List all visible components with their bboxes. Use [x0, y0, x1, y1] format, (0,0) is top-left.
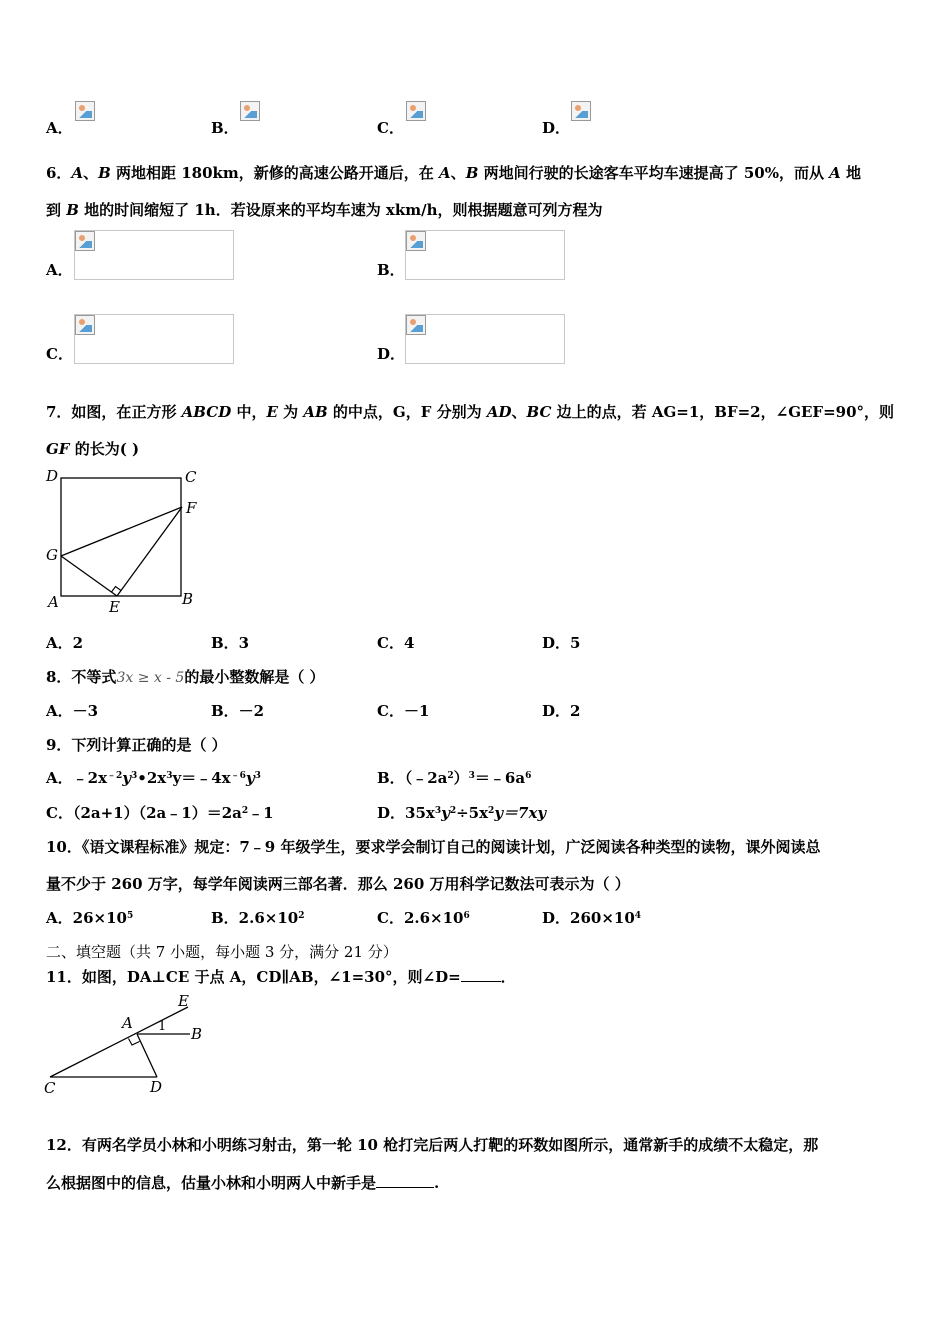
- label-e: E: [109, 598, 120, 616]
- q7-option-a: A．2: [46, 634, 84, 652]
- q7-option-d: D．5: [542, 634, 581, 652]
- label-a: A: [122, 1014, 133, 1032]
- q9-option-b: B．$(﹣2a^2)^3=﹣6a^6$: [377, 769, 532, 787]
- q9-option-c: C．$(2a+1)(2a﹣1)=2a^2﹣1$: [46, 804, 274, 822]
- label-a: A: [48, 593, 59, 611]
- segment-ge: [61, 556, 117, 596]
- q6-option-c-image: [74, 314, 234, 364]
- label-angle-1: 1: [158, 1019, 167, 1034]
- q8-option-d: D．2: [542, 702, 581, 720]
- q9-option-d: D．$35x^3y^2\div 5x^2y=7xy$: [377, 804, 547, 822]
- q6-stem-line2: 到 B 地的时间缩短了 1h．若设原来的平均车速为 xkm/h，则根据题意可列方程为: [46, 201, 603, 219]
- q8-stem: 8．不等式3x ≥ x - 5的最小整数解是（ ）: [46, 668, 325, 686]
- q10-option-d: D．$260\times 10^4$: [542, 909, 642, 927]
- q5-option-a: A．: [46, 119, 73, 137]
- broken-image-icon: [75, 231, 95, 251]
- q6-option-d: D．: [377, 345, 406, 363]
- broken-image-icon: [406, 231, 426, 251]
- q5-option-b: B．: [211, 119, 239, 137]
- broken-image-icon: [406, 315, 426, 335]
- broken-image-icon: [75, 101, 95, 121]
- broken-image-icon: [406, 101, 426, 121]
- q9-option-a: A．$﹣2x^{﹣2}y^3•2x^3y=﹣4x^{﹣6}y^3$: [46, 769, 261, 787]
- q5-option-c: C．: [377, 119, 404, 137]
- q7-stem-line1: 7．如图，在正方形 ABCD 中，E 为 AB 的中点，G，F 分别为 AD、BC 边上的点，若 AG=1，BF=2，∠GEF=90°，则: [46, 403, 895, 421]
- q7-square-figure: [40, 462, 210, 622]
- q6-option-a: A．: [46, 261, 73, 279]
- label-c: C: [44, 1079, 56, 1097]
- q8-formula: 3x ≥ x - 5: [116, 670, 185, 686]
- label-d: D: [150, 1078, 163, 1096]
- q6-option-a-image: [74, 230, 234, 280]
- label-b: B: [182, 590, 194, 608]
- q12-stem-line2: 么根据图中的信息，估量小林和小明两人中新手是 .: [46, 1174, 440, 1192]
- q12-stem-line1: 12．有两名学员小林和小明练习射击，第一轮 10 枪打完后两人打靶的环数如图所示，通常新手的成绩不太稳定，那: [46, 1136, 819, 1154]
- q6-stem-line1: 6．A、B 两地相距 180km，新修的高速公路开通后，在 A、B 两地间行驶的长途客车平均车速提高了 50%，而从 A 地: [46, 164, 862, 182]
- label-b: B: [191, 1025, 203, 1043]
- right-angle-mark: [112, 587, 122, 593]
- q8-option-b: B．－2: [211, 702, 265, 720]
- label-f: F: [186, 499, 197, 517]
- right-angle-mark: [129, 1039, 140, 1046]
- q7-option-c: C．4: [377, 634, 415, 652]
- q5-option-d: D．: [542, 119, 571, 137]
- q6-option-b: B．: [377, 261, 405, 279]
- q9-stem: 9．下列计算正确的是（ ）: [46, 736, 227, 754]
- q11-figure: [40, 990, 220, 1100]
- q6-option-d-image: [405, 314, 565, 364]
- q10-stem-line2: 量不少于 260 万字，每学年阅读两三部名著．那么 260 万用科学记数法可表示为（ ）: [46, 875, 630, 893]
- label-g: G: [46, 546, 58, 564]
- q10-option-a: A．$26\times 10^5$: [46, 909, 134, 927]
- label-e: E: [178, 992, 189, 1010]
- q6-option-b-image: [405, 230, 565, 280]
- q10-option-b: B．$2.6\times 10^2$: [211, 909, 305, 927]
- q7-option-b: B．3: [211, 634, 250, 652]
- q8-option-a: A．－3: [46, 702, 99, 720]
- broken-image-icon: [571, 101, 591, 121]
- label-d: D: [46, 467, 59, 485]
- section-2-heading: 二、填空题（共 7 小题，每小题 3 分，满分 21 分）: [46, 943, 398, 961]
- q11-answer-blank: [461, 981, 501, 982]
- broken-image-icon: [75, 315, 95, 335]
- label-c: C: [185, 468, 197, 486]
- segment-ad: [137, 1034, 157, 1077]
- q11-stem: 11．如图，DA⊥CE 于点 A，CD∥AB，∠1=30°，则∠D= ．: [46, 968, 516, 986]
- q10-stem-line1: 10．《语文课程标准》规定：7﹣9 年级学生，要求学会制订自己的阅读计划，广泛阅读各种类型的读物，课外阅读总: [46, 838, 821, 856]
- q10-option-c: C．$2.6\times 10^6$: [377, 909, 470, 927]
- q12-answer-blank: [376, 1187, 434, 1188]
- square-abcd: [61, 478, 181, 596]
- q7-stem-line2: GF 的长为( ): [46, 440, 140, 458]
- q6-option-c: C．: [46, 345, 73, 363]
- broken-image-icon: [240, 101, 260, 121]
- line-ce: [50, 1007, 188, 1077]
- q8-option-c: C．－1: [377, 702, 430, 720]
